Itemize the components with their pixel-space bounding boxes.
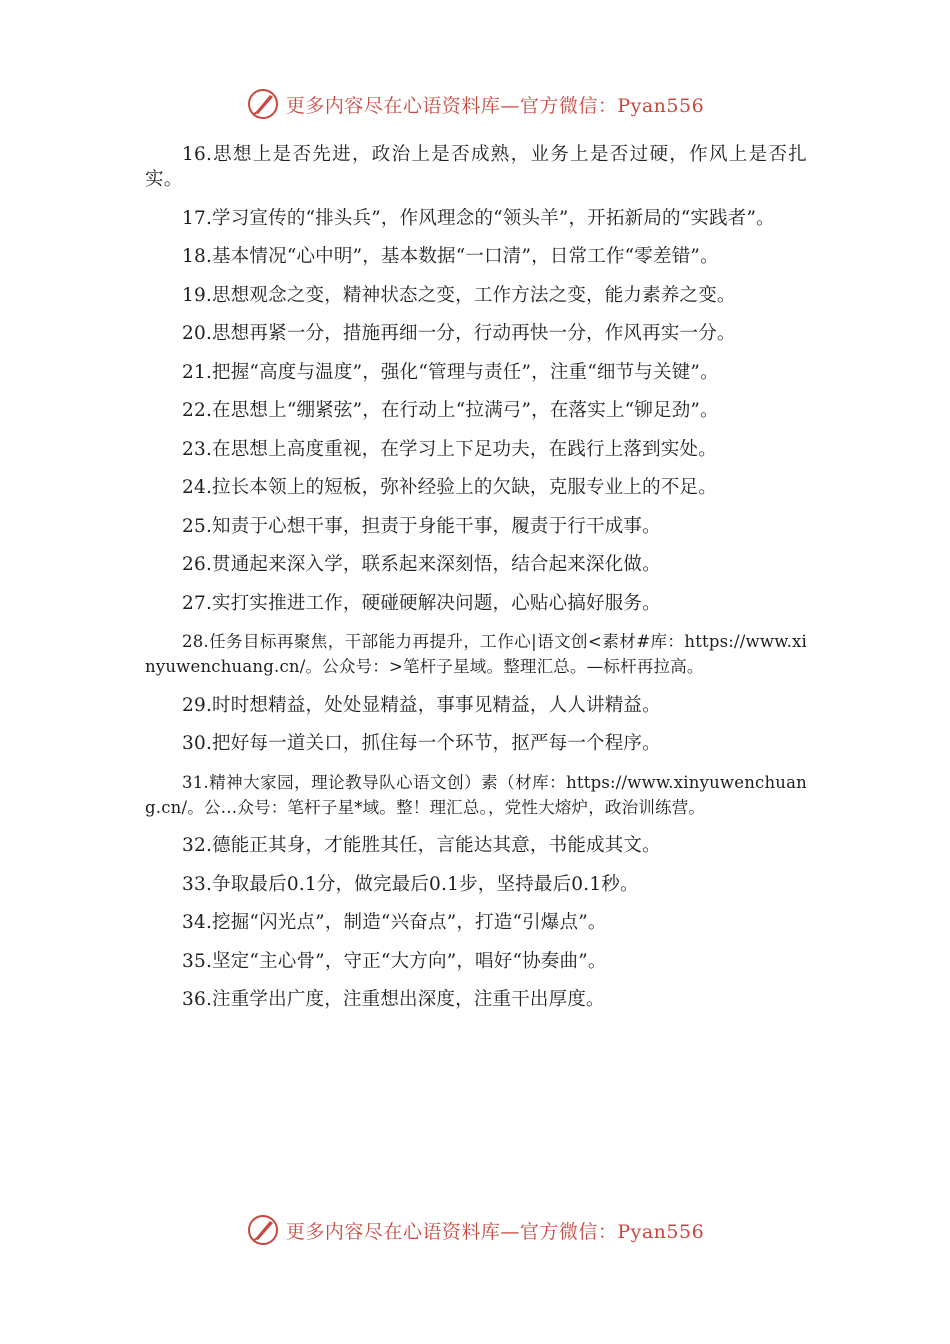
list-item: 20.思想再紧一分，措施再细一分，行动再快一分，作风再实一分。	[182, 323, 736, 344]
footer-banner	[0, 1210, 950, 1250]
header-banner-text: 更多内容尽在心语资料库—官方微信：Pyan556	[285, 94, 705, 117]
list-item: 31.精神大家园，理论教导队心语文创）素（材库：https://www.xinyuwenchuang.cn/。公…众号：笔杆子星*域。整！理汇总。，党性大熔炉，政治训练营。	[145, 772, 807, 817]
list-item: 29.时时想精益，处处显精益，事事见精益，人人讲精益。	[182, 694, 661, 716]
list-item: 17.学习宣传的“排头兵”，作风理念的“领头羊”，开拓新局的“实践者”。	[182, 207, 775, 229]
quill-logo-icon	[246, 1213, 280, 1247]
document-body	[145, 142, 807, 1026]
list-item: 24.拉长本领上的短板，弥补经验上的欠缺，克服专业上的不足。	[182, 477, 717, 498]
header-banner	[0, 84, 950, 124]
list-item: 30.把好每一道关口，抓住每一个环节，抠严每一个程序。	[182, 733, 661, 754]
list-item: 27.实打实推进工作，硬碰硬解决问题，心贴心搞好服务。	[182, 592, 661, 614]
list-item: 19.思想观念之变，精神状态之变，工作方法之变，能力素养之变。	[182, 284, 736, 306]
list-item: 33.争取最后0.1分，做完最后0.1步，坚持最后0.1秒。	[182, 873, 639, 895]
list-item: 32.德能正其身，才能胜其任，言能达其意，书能成其文。	[182, 835, 661, 856]
list-item: 25.知责于心想干事，担责于身能干事，履责于行干成事。	[182, 515, 661, 537]
list-item: 21.把握“高度与温度”，强化“管理与责任”，注重“细节与关键”。	[182, 361, 719, 383]
list-item: 23.在思想上高度重视，在学习上下足功夫，在践行上落到实处。	[182, 438, 717, 460]
list-item: 36.注重学出广度，注重想出深度，注重干出厚度。	[182, 989, 605, 1010]
list-item: 28.任务目标再聚焦，干部能力再提升，工作心|语文创<素材#库：https://www.xinyuwenchuang.cn/。公众号：>笔杆子星域。整理汇总。—标杆再拉高。	[145, 632, 807, 676]
list-item: 34.挖掘“闪光点”，制造“兴奋点”，打造“引爆点”。	[182, 912, 607, 933]
list-item: 22.在思想上“绷紧弦”，在行动上“拉满弓”，在落实上“铆足劲”。	[182, 400, 719, 421]
list-item: 35.坚定“主心骨”，守正“大方向”，唱好“协奏曲”。	[182, 950, 607, 972]
footer-banner-text: 更多内容尽在心语资料库—官方微信：Pyan556	[285, 1220, 705, 1243]
quill-logo-icon	[246, 87, 280, 121]
list-item: 18.基本情况“心中明”，基本数据“一口清”，日常工作“零差错”。	[182, 246, 719, 267]
list-item: 16.思想上是否先进，政治上是否成熟，业务上是否过硬，作风上是否扎实。	[145, 144, 807, 190]
list-item: 26.贯通起来深入学，联系起来深刻悟，结合起来深化做。	[182, 554, 661, 575]
